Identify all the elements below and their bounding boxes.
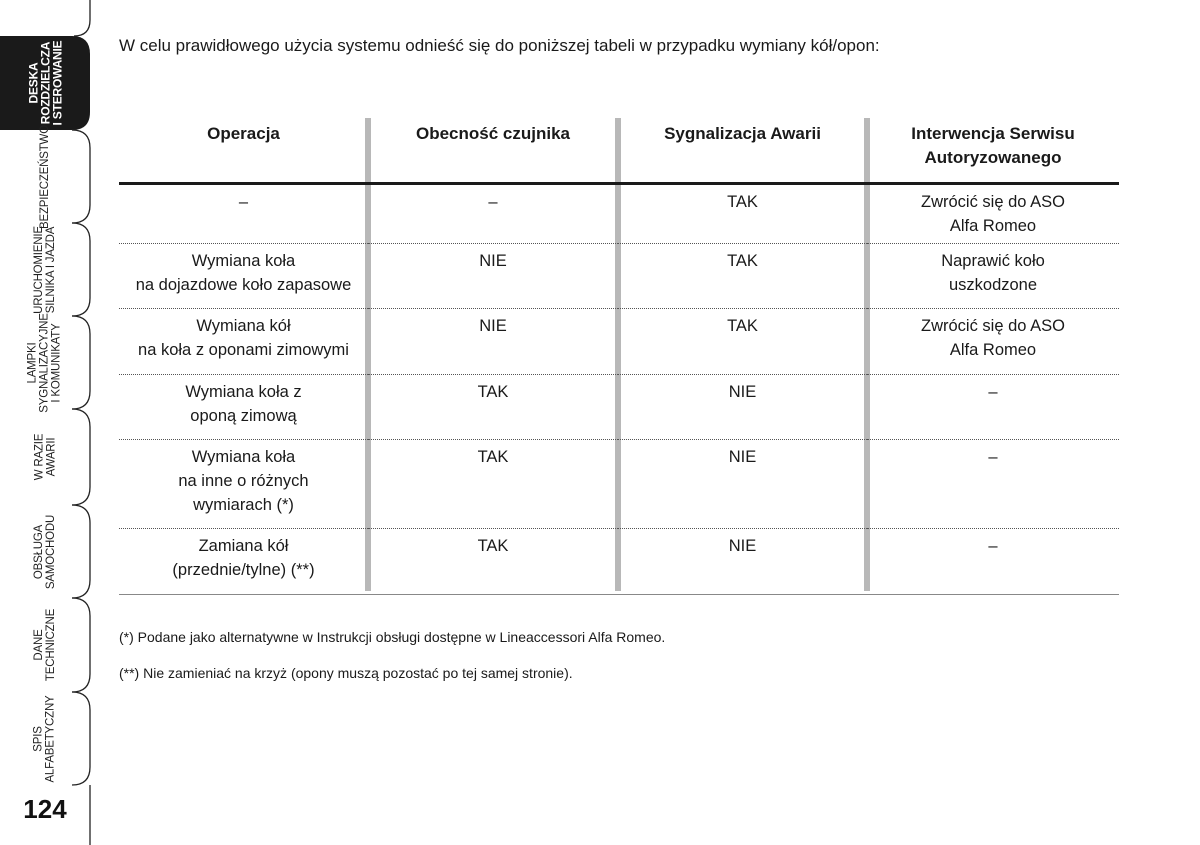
cell-operacja: Wymiana koła z oponą zimową — [119, 375, 368, 440]
cell-sygnalizacja: NIE — [618, 529, 867, 595]
tab-bezpieczenstwo[interactable] — [0, 124, 90, 229]
table-row — [119, 529, 1119, 595]
table-row — [119, 309, 1119, 375]
cell-czujnik: NIE — [368, 244, 618, 309]
tab-label: BEZPIECZEŃSTWO — [39, 124, 51, 229]
cell-operacja: Zamiana kół (przednie/tylne) (**) — [119, 529, 368, 595]
cell-interwencja: Zwrócić się do ASO Alfa Romeo — [867, 309, 1119, 375]
tab-deska-rozdzielcza[interactable] — [0, 36, 90, 130]
table-row — [119, 375, 1119, 440]
header-sygnalizacja-awarii: Sygnalizacja Awarii — [618, 118, 867, 184]
cell-czujnik: NIE — [368, 309, 618, 375]
cell-sygnalizacja: TAK — [618, 309, 867, 375]
intro-text: W celu prawidłowego użycia systemu odnieść się do poniższej tabeli w przypadku wymiany kół/opon: — [119, 36, 880, 55]
tab-uruchomienie[interactable] — [0, 223, 90, 316]
cell-sygnalizacja: NIE — [618, 440, 867, 529]
cell-interwencja: – — [867, 529, 1119, 595]
cell-czujnik: – — [368, 184, 618, 244]
table-row — [119, 184, 1119, 244]
cell-interwencja: Naprawić koło uszkodzone — [867, 244, 1119, 309]
cell-operacja: Wymiana kół na koła z oponami zimowymi — [119, 309, 368, 375]
tab-label: DANE TECHNICZNE — [33, 608, 57, 682]
header-obecnosc-czujnika: Obecność czujnika — [368, 118, 618, 184]
cell-sygnalizacja: NIE — [618, 375, 867, 440]
tab-label: DESKA ROZDZIELCZA I STEROWANIE — [25, 40, 64, 126]
side-tab-strip — [0, 0, 92, 845]
cell-interwencja: Zwrócić się do ASO Alfa Romeo — [867, 184, 1119, 244]
cell-sygnalizacja: TAK — [618, 244, 867, 309]
cell-sygnalizacja: TAK — [618, 184, 867, 244]
cell-interwencja: – — [867, 375, 1119, 440]
footnote-2: (**) Nie zamieniać na krzyż (opony muszą pozostać po tej samej stronie). — [119, 665, 573, 681]
cell-operacja: – — [119, 184, 368, 244]
tab-label: OBSŁUGA SAMOCHODU — [32, 514, 57, 589]
table-row — [119, 440, 1119, 529]
table-row — [119, 244, 1119, 309]
tab-spis-alfabetyczny[interactable] — [0, 692, 90, 785]
header-operacja: Operacja — [119, 118, 368, 184]
tab-label: SPIS ALFABETYCZNY — [32, 694, 57, 783]
table-header-row — [119, 118, 1119, 184]
header-interwencja-serwisu: Interwencja Serwisu Autoryzowanego — [867, 118, 1119, 184]
cell-czujnik: TAK — [368, 440, 618, 529]
tab-obsluga[interactable] — [0, 505, 90, 598]
cell-czujnik: TAK — [368, 529, 618, 595]
footnote-1: (*) Podane jako alternatywne w Instrukcji obsługi dostępne w Lineaccessori Alfa Romeo. — [119, 629, 666, 645]
tire-change-table — [119, 118, 1119, 595]
cell-operacja: Wymiana koła na dojazdowe koło zapasowe — [119, 244, 368, 309]
tab-label: URUCHOMIENIE SILNIKA I JAZDA — [33, 225, 57, 314]
tab-w-razie-awarii[interactable] — [0, 409, 90, 505]
page-number: 124 — [23, 794, 67, 824]
cell-operacja: Wymiana koła na inne o różnych wymiarach (*) — [119, 440, 368, 529]
tab-dane-techniczne[interactable] — [0, 598, 90, 692]
cell-czujnik: TAK — [368, 375, 618, 440]
tab-lampki[interactable] — [0, 312, 90, 413]
cell-interwencja: – — [867, 440, 1119, 529]
tab-label: W RAZIE AWARII — [32, 433, 57, 481]
tab-label: LAMPKI SYGNALIZACYJNE I KOMUNIKATY — [27, 312, 64, 413]
tire-change-table-wrapper — [119, 118, 1119, 595]
